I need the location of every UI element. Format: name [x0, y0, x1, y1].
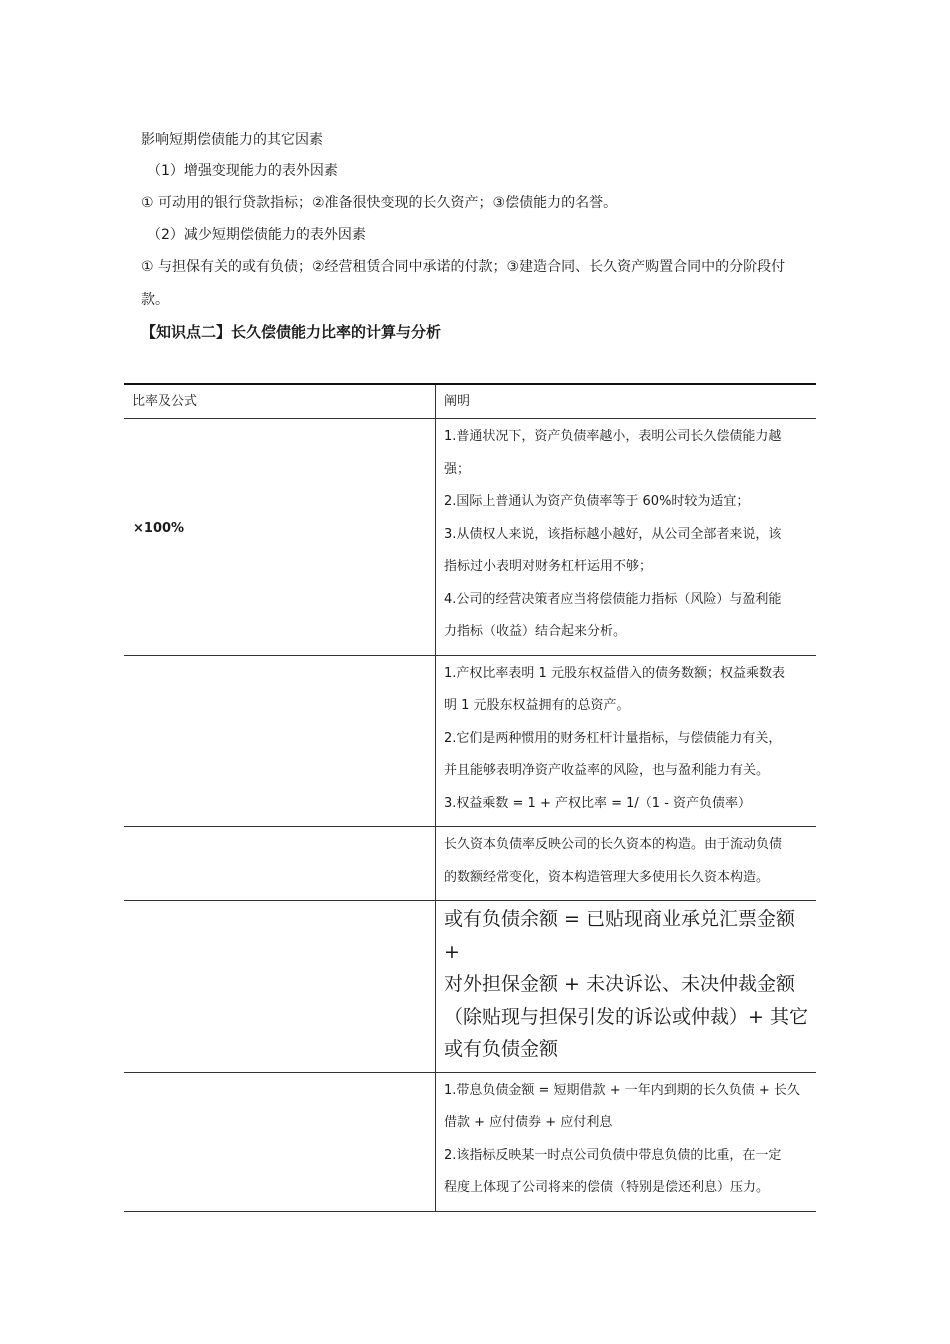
- note-line: 对外担保金额 + 未决诉讼、未决仲裁金额: [444, 973, 796, 995]
- intro-sub1-text: ① 可动用的银行贷款指标；②准备很快变现的长久资产；③偿债能力的名誉。: [141, 195, 618, 211]
- table-row: [124, 901, 816, 1073]
- ratio-table: [124, 383, 816, 1212]
- row-notes: [436, 655, 817, 827]
- note-line: 并且能够表明净资产收益率的风险，也与盈利能力有关。: [444, 763, 770, 778]
- note-line: 2.该指标反映某一时点公司负债中带息负债的比重，在一定: [444, 1147, 782, 1163]
- note-line: 1.带息负债金额 = 短期借款 + 一年内到期的长久负债 + 长久: [444, 1082, 800, 1098]
- intro-sub2-text-line2: 款。: [141, 292, 169, 308]
- header-formula: 比率及公式: [124, 384, 436, 419]
- table-header-row: [124, 384, 816, 419]
- intro-sub1: （1）增强变现能力的表外因素: [147, 163, 338, 179]
- row-formula: [124, 655, 436, 827]
- note-line: 的数额经常变化，资本构造管理大多使用长久资本构造。: [444, 869, 770, 885]
- header-explanation: 阐明: [436, 384, 817, 419]
- intro-sub2-text-line1: ① 与担保有关的或有负债；②经营租赁合同中承诺的付款；③建造合同、长久资产购置合同中的分阶段付: [141, 259, 786, 275]
- row-notes: [436, 1072, 817, 1211]
- table-row: [124, 1072, 816, 1211]
- row-notes: [436, 419, 817, 656]
- row-formula: [124, 827, 436, 901]
- note-line: 力指标（收益）结合起来分析。: [444, 624, 627, 639]
- row-formula: [124, 901, 436, 1073]
- note-line: 2.国际上普通认为资产负债率等于 60%时较为适宜；: [444, 494, 750, 509]
- section-heading: 【知识点二】长久偿债能力比率的计算与分析: [141, 323, 442, 341]
- note-line: 明 1 元股东权益拥有的总资产。: [444, 698, 630, 713]
- row-formula: [124, 1072, 436, 1211]
- note-line: 程度上体现了公司将来的偿债（特别是偿还利息）压力。: [444, 1180, 770, 1195]
- note-line: 4.公司的经营决策者应当将偿债能力指标（风险）与盈利能: [444, 591, 782, 607]
- intro-title: 影响短期偿债能力的其它因素: [141, 132, 323, 148]
- note-line: 3.从债权人来说，该指标越小越好，从公司全部者来说，该: [444, 526, 782, 542]
- table-row: [124, 419, 816, 656]
- note-line: 1.普通状况下，资产负债率越小，表明公司长久偿债能力越: [444, 429, 782, 444]
- intro-sub2: （2）减少短期偿债能力的表外因素: [147, 227, 366, 243]
- note-line: 强；: [444, 461, 471, 477]
- row-notes: [436, 901, 817, 1073]
- table-row: [124, 827, 816, 901]
- table-row: [124, 655, 816, 827]
- note-line: 3.权益乘数 = 1 + 产权比率 = 1/（1 - 资产负债率）: [444, 795, 752, 811]
- row-formula: ×100%: [133, 521, 185, 536]
- note-line: 借款 + 应付债券 + 应付利息: [444, 1115, 613, 1130]
- note-line: 或有负债金额: [444, 1038, 559, 1060]
- note-line: 2.它们是两种惯用的财务杠杆计量指标，与偿债能力有关，: [444, 730, 782, 746]
- note-line: 1.产权比率表明 1 元股东权益借入的债务数额；权益乘数表: [444, 665, 785, 681]
- note-line: （除贴现与担保引发的诉讼或仲裁）+ 其它: [444, 1005, 808, 1028]
- note-line: 指标过小表明对财务杠杆运用不够；: [444, 559, 653, 574]
- note-line: 长久资本负债率反映公司的长久资本的构造。由于流动负债: [444, 837, 783, 852]
- row-notes: [436, 827, 817, 901]
- note-line: 或有负债余额 = 已贴现商业承兑汇票金额 +: [444, 908, 796, 963]
